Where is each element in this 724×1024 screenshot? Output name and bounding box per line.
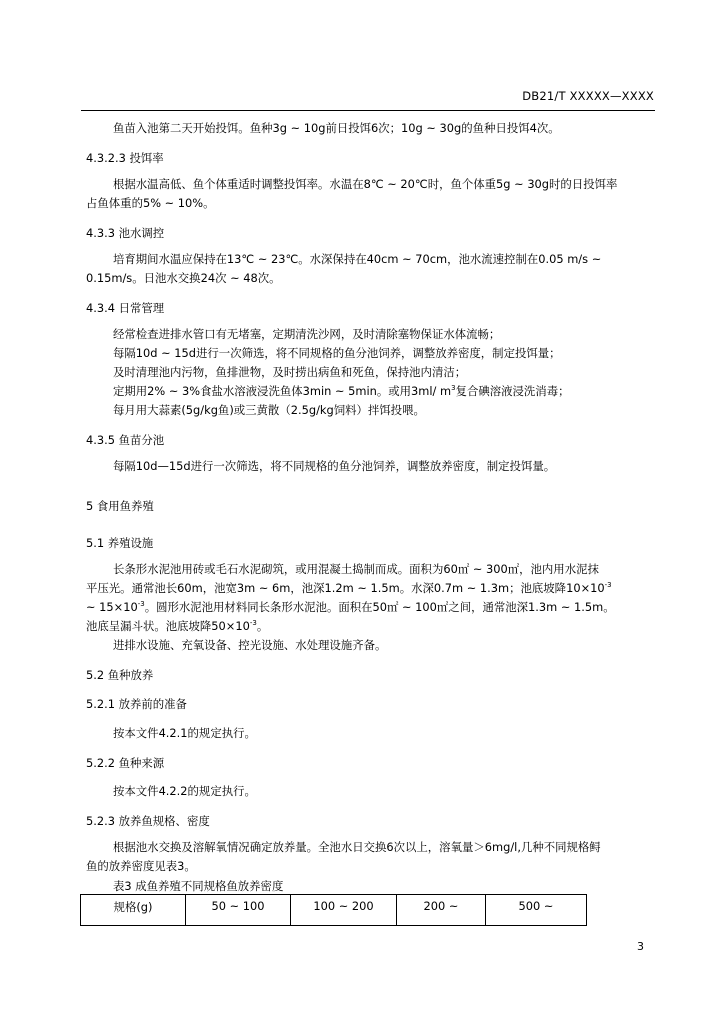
table-cell: 50 ~ 100 [186, 895, 291, 926]
table-cell: 规格(g) [81, 895, 186, 926]
text-run: 池底呈漏斗状。池底坡降50×10 [86, 619, 250, 633]
paragraph-line: 培育期间水温应保持在13℃ ~ 23℃。水深保持在40cm ~ 70cm，池水流速控制在0.05 m/s ~ [113, 252, 602, 266]
paragraph: 每隔10d—15d进行一次筛选，将不同规格的鱼分池饲养，调整放养密度，制定投饵量。 [113, 459, 556, 473]
section-heading: 4.3.4 日常管理 [86, 301, 165, 315]
paragraph: 按本文件4.2.2的规定执行。 [113, 784, 256, 798]
paragraph-line [86, 581, 612, 595]
header-rule [81, 110, 655, 111]
paragraph: 按本文件4.2.1的规定执行。 [113, 726, 256, 740]
section-heading: 4.3.5 鱼苗分池 [86, 433, 165, 447]
superscript: -3 [604, 581, 612, 589]
paragraph-line: 长条形水泥池用砖或毛石水泥砌筑，或用混凝土捣制而成。面积为60㎡ ~ 300㎡，池内用水泥抹 [113, 562, 599, 576]
text-run: 复合碘溶液浸洗消毒； [455, 384, 570, 398]
page-number: 3 [637, 940, 644, 953]
list-line: 每月用大蒜素(5g/kg鱼)或三黄散（2.5g/kg饲料）拌饵投喂。 [113, 403, 425, 417]
superscript: -3 [249, 619, 257, 627]
paragraph-line: 根据池水交换及溶解氧情况确定放养量。全池水日交换6次以上，溶氧量＞6mg/l,几种不同规格鲟 [113, 840, 601, 854]
section-heading: 4.3.2.3 投饵率 [86, 151, 164, 165]
section-heading: 5.2.3 放养鱼规格、密度 [86, 814, 210, 828]
paragraph-line: 根据水温高低、鱼个体重适时调整投饵率。水温在8℃ ~ 20℃时，鱼个体重5g ~ 30g时的日投饵率 [113, 177, 618, 191]
text-run: 平压光。通常池长60m，池宽3m ~ 6m，池深1.2m ~ 1.5m。水深0.7m ~ 1.3m；池底坡降10×10 [86, 581, 605, 595]
list-line: 每隔10d ~ 15d进行一次筛选，将不同规格的鱼分池饲养，调整放养密度，制定投饵量； [113, 346, 561, 360]
standard-code: DB21/T XXXXX—XXXX [522, 89, 654, 103]
text-run: 。圆形水泥池用材料同长条形水泥池。面积在50㎡ ~ 100㎡之间，通常池深1.3m ~ 1.5m。 [144, 600, 615, 614]
paragraph-line: 鱼的放养密度见表3。 [86, 859, 196, 873]
text-run: ~ 15×10 [86, 600, 138, 614]
table-3 [80, 894, 587, 926]
table-caption: 表3 成鱼养殖不同规格鱼放养密度 [113, 879, 284, 893]
section-heading: 5.1 养殖设施 [86, 536, 154, 550]
paragraph-line [86, 600, 615, 614]
table-cell: 500 ~ [486, 895, 587, 926]
table-cell: 200 ~ [397, 895, 486, 926]
table-row [81, 895, 587, 926]
text-run: 。 [256, 619, 269, 633]
paragraph-line: 0.15m/s。日池水交换24次 ~ 48次。 [86, 271, 281, 285]
paragraph-line [86, 619, 268, 633]
paragraph-line: 占鱼体重的5% ~ 10%。 [86, 196, 215, 210]
section-heading: 4.3.3 池水调控 [86, 226, 165, 240]
section-heading: 5.2.1 放养前的准备 [86, 697, 187, 711]
list-line: 经常检查进排水管口有无堵塞，定期清洗沙网，及时清除塞物保证水体流畅； [113, 327, 501, 341]
paragraph: 鱼苗入池第二天开始投饵。鱼种3g ~ 10g前日投饵6次；10g ~ 30g的鱼种日投饵4次。 [113, 121, 560, 135]
superscript: 3 [451, 384, 456, 392]
text-run: 定期用2% ~ 3%食盐水溶液浸洗鱼体3min ~ 5min。或用3ml/ m [113, 384, 452, 398]
list-line: 及时清理池内污物，鱼排泄物，及时捞出病鱼和死鱼，保持池内清洁； [113, 365, 467, 379]
superscript: -3 [137, 600, 145, 608]
paragraph-line: 进排水设施、充氧设备、控光设施、水处理设施齐备。 [113, 638, 387, 652]
chapter-heading: 5 食用鱼养殖 [86, 499, 154, 513]
list-line [113, 384, 569, 398]
section-heading: 5.2.2 鱼种来源 [86, 756, 165, 770]
section-heading: 5.2 鱼种放养 [86, 668, 154, 682]
table-cell: 100 ~ 200 [291, 895, 397, 926]
